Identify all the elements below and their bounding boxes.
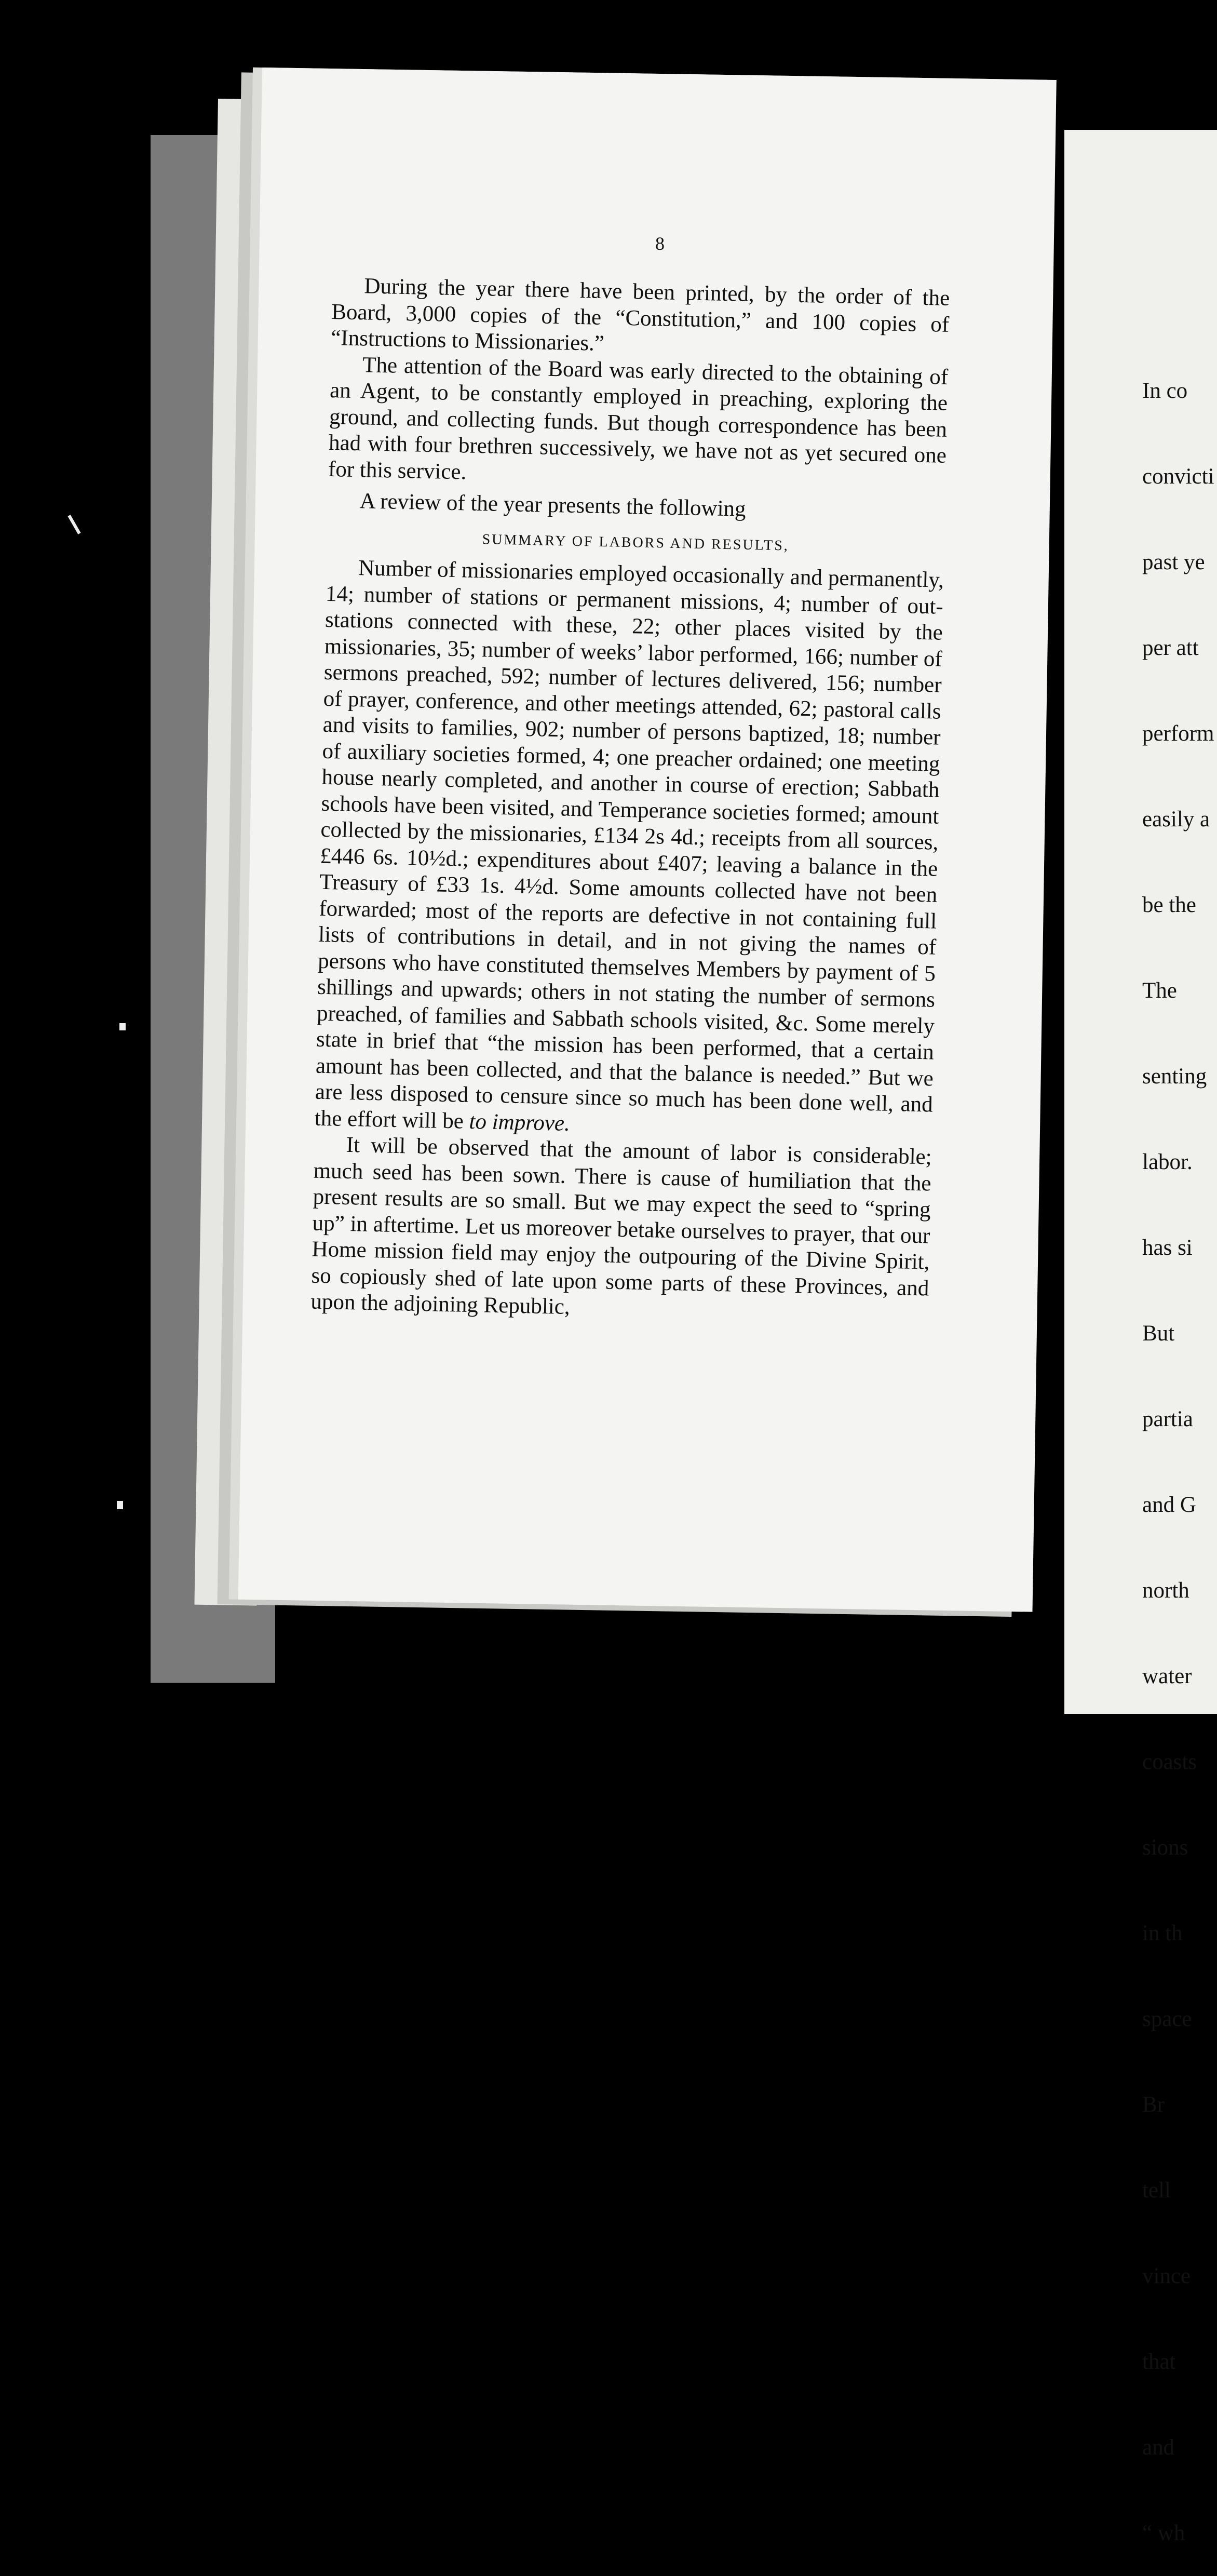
facing-line: partia (1142, 1407, 1193, 1431)
facing-line: that (1142, 2350, 1176, 2374)
paragraph-summary (314, 555, 944, 1145)
facing-line: space (1142, 2007, 1192, 2031)
facing-line: But (1142, 1321, 1175, 1346)
scan-speck (119, 1023, 126, 1030)
facing-line: water (1142, 1664, 1192, 1688)
facing-line: vince (1142, 2264, 1191, 2288)
facing-line: labor. (1142, 1150, 1193, 1174)
facing-line: sions (1142, 1835, 1188, 1860)
scan-speck (117, 1501, 123, 1509)
facing-line: and (1142, 2435, 1175, 2460)
facing-line: easily a (1142, 807, 1210, 831)
page-number: 8 (655, 233, 665, 254)
facing-line: in th (1142, 1921, 1183, 1946)
facing-line: past ye (1142, 550, 1205, 574)
paragraph-closing: It will be observed that the amount of labor is considerable; much seed has been sown. There is cause of humiliation that the present results are so small. But we may expect the seed to “spring up” in aftertime. Let us moreover betake ourselves to prayer, that our Home mission field may enjoy the outpouring of the Divine Spirit, so copiously shed of late upon some parts of these Provinces, and upon the adjoining Republic, (310, 1132, 932, 1320)
facing-line: and G (1142, 1493, 1196, 1517)
summary-text: Number of missionaries employed occasionally and permanently, 14; number of stations or permanent missions, 4; number of out-stations connected with these, 22; other places visited by the missionaries, 35; number of weeks’ labor performed, 166; number of sermons preached, 592; number of lectures delivered, 156; number of prayer, conference, and other meetings attended, 62; pastoral calls and visits to families, 902; number of persons baptized, 18; number of auxiliary societies formed, 4; one preacher ordained; one meeting house nearly completed, and another in course of erection; Sabbath schools have been visited, and Temperance societies formed; amount collected by the missionaries, £134 2s 4d.; receipts from all sources, £446 6s. 10½d.; expenditures about £407; leaving a balance in the Treasury of £33 1s. 4½d. Some amounts collected have not been forwarded; most of the reports are defective in not containing full lists of contributions in detail, and in not giving the names of persons who have constituted themselves Members by payment of 5 shillings and upwards; others in not stating the number of sermons preached, of families and Sabbath schools visited, &c. Some merely state in brief that “the mission has been performed, that a certain amount has been collected, and that the balance is needed.” But we are less disposed to censure since so much has been done well, and the effort will be (314, 556, 944, 1134)
facing-line: senting (1142, 1064, 1207, 1089)
facing-line: be the (1142, 893, 1196, 917)
facing-line: Br (1142, 2092, 1165, 2117)
paragraph-review: A review of the year presents the following (359, 489, 747, 521)
facing-line: convicti (1142, 464, 1214, 489)
facing-line: “ wh (1142, 2521, 1185, 2545)
summary-emphasis: to improve. (469, 1109, 571, 1136)
page-body (310, 273, 950, 1328)
paragraph-agent: The attention of the Board was early directed to the obtaining of an Agent, to be constantly employed in preaching, exploring the ground, and collecting funds. But though correspondence has been had with four brethren successively, we have not as yet secured one for this service. (328, 352, 949, 484)
facing-line: tell (1142, 2178, 1171, 2203)
facing-line: perform (1142, 721, 1214, 746)
facing-line: has si (1142, 1236, 1193, 1260)
facing-line: north (1142, 1578, 1189, 1603)
facing-line: In co (1142, 379, 1188, 403)
facing-page-text (1142, 319, 1214, 2576)
facing-line: coasts (1142, 1750, 1197, 1774)
section-heading: SUMMARY OF LABORS AND RESULTS, (482, 531, 790, 554)
scan-speck (67, 515, 80, 534)
facing-line: The (1142, 978, 1177, 1003)
facing-line: per att (1142, 636, 1199, 660)
paragraph-printing: During the year there have been printed, by the order of the Board, 3,000 copies of the “Constitution,” and 100 copies of “Instructions to Missionaries.” (330, 274, 950, 356)
